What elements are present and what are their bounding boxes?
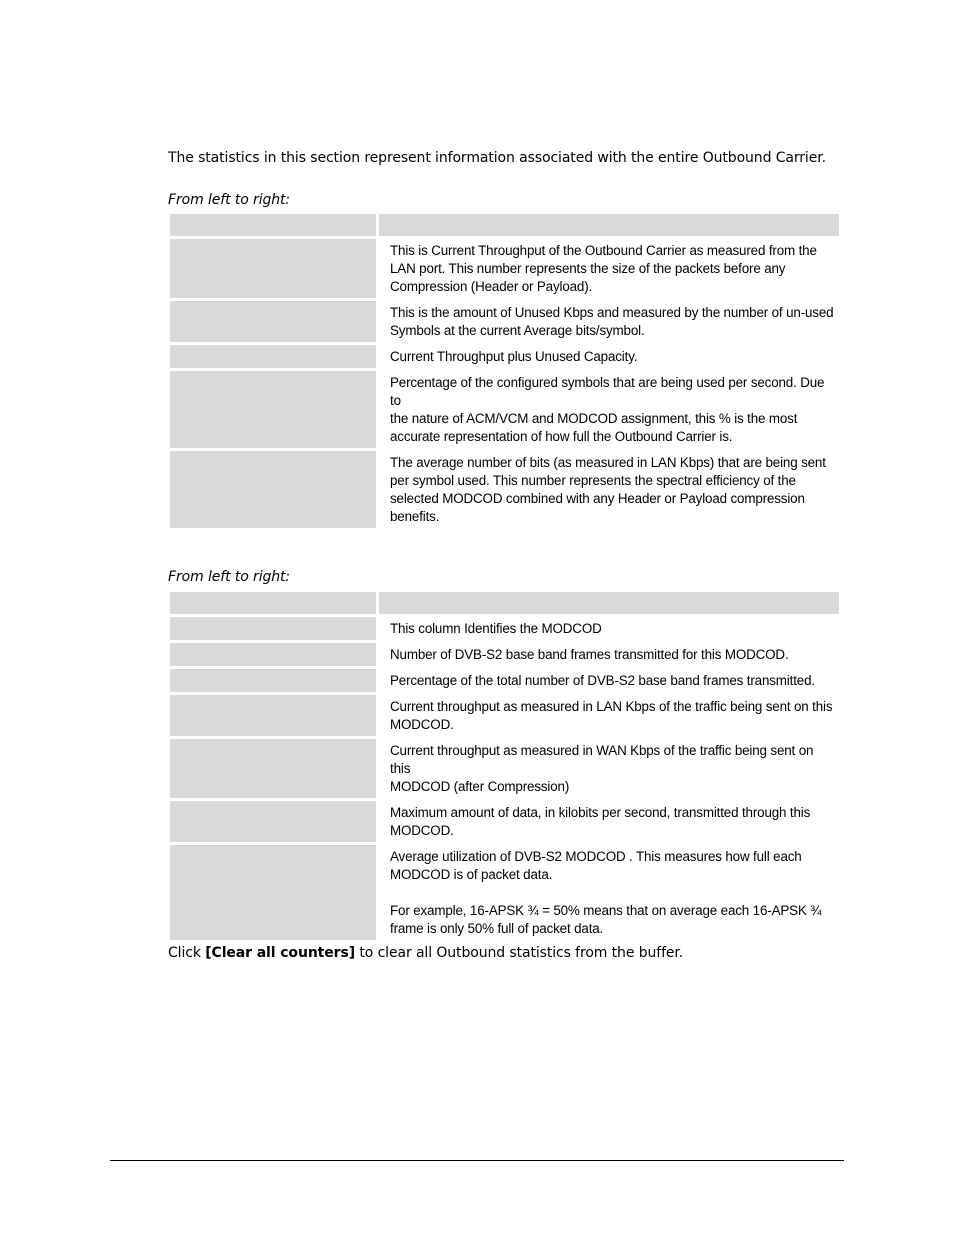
stat-description: Average utilization of DVB-S2 MODCOD . This measures how full each MODCOD is of packet data. [390,849,802,882]
table-row [170,342,839,368]
stat-desc-cell [376,798,839,842]
table-row [170,614,839,640]
table-row [170,736,839,798]
stat-name-cell [170,692,376,736]
clear-all-counters-reference: [Clear all counters] [205,945,356,961]
table-row [170,666,839,692]
stat-desc-cell [376,666,839,692]
stat-desc-cell [376,842,839,940]
stat-description: Number of DVB-S2 base band frames transmitted for this MODCOD. [390,647,789,662]
stat-desc-cell [376,342,839,368]
stat-description: Current throughput as measured in LAN Kbps of the traffic being sent on this MODCOD. [390,699,833,732]
clear-note-suffix: to clear all Outbound statistics from the buffer. [355,945,684,961]
stat-name-cell [170,448,376,528]
intro-paragraph: The statistics in this section represent information associated with the entire Outbound Carrier. [168,150,826,166]
stat-name-cell [170,736,376,798]
stat-desc-cell [376,448,839,528]
stat-description: Percentage of the configured symbols that are being used per second. Due to the nature of ACM/VCM and MODCOD assignment, this % is the most accurate representation of how full the Outbound Carrier is. [390,375,825,444]
table-row [170,298,839,342]
stat-desc-cell [376,692,839,736]
table-row [170,448,839,528]
stat-name-cell [170,236,376,298]
outbound-carrier-stats-table [170,214,839,528]
stat-name-cell [170,368,376,448]
stat-description: This is Current Throughput of the Outbound Carrier as measured from the LAN port. This number represents the size of the packets before any Compression (Header or Payload). [390,243,817,294]
table-header-row [170,214,839,236]
stat-description: Maximum amount of data, in kilobits per second, transmitted through this MODCOD. [390,805,811,838]
stat-desc-cell [376,640,839,666]
stat-description: This column Identifies the MODCOD [390,621,602,636]
footer-divider [110,1160,844,1161]
stat-desc-cell [376,236,839,298]
table-header-row [170,592,839,614]
stat-name-cell [170,666,376,692]
table-row [170,692,839,736]
stat-description-example: For example, 16-APSK ¾ = 50% means that on average each 16-APSK ¾ frame is only 50% full of packet data. [390,903,822,936]
header-name-cell [170,592,376,614]
from-left-label-2: From left to right: [168,569,291,585]
table-row [170,236,839,298]
from-left-label-1: From left to right: [168,192,291,208]
stat-description: Current Throughput plus Unused Capacity. [390,349,638,364]
stat-description: The average number of bits (as measured in LAN Kbps) that are being sent per symbol used. This number represents the spectral efficiency of the selected MODCOD combined with any Header or Payload compression benefits. [390,455,826,524]
stat-name-cell [170,640,376,666]
stat-desc-cell [376,736,839,798]
clear-counters-note [168,945,683,961]
header-name-cell [170,214,376,236]
stat-description: Current throughput as measured in WAN Kbps of the traffic being sent on this MODCOD (after Compression) [390,743,814,794]
stat-name-cell [170,342,376,368]
stat-name-cell [170,614,376,640]
table-row [170,798,839,842]
table-row [170,368,839,448]
stat-desc-cell [376,298,839,342]
stat-desc-cell [376,614,839,640]
stat-desc-cell [376,368,839,448]
modcod-stats-table [170,592,839,940]
table-row [170,842,839,940]
header-desc-cell [376,214,839,236]
stat-name-cell [170,842,376,940]
table-row [170,640,839,666]
clear-note-prefix: Click [168,945,206,961]
header-desc-cell [376,592,839,614]
stat-description: Percentage of the total number of DVB-S2 base band frames transmitted. [390,673,815,688]
stat-name-cell [170,798,376,842]
stat-description: This is the amount of Unused Kbps and measured by the number of un-used Symbols at the current Average bits/symbol. [390,305,834,338]
stat-name-cell [170,298,376,342]
